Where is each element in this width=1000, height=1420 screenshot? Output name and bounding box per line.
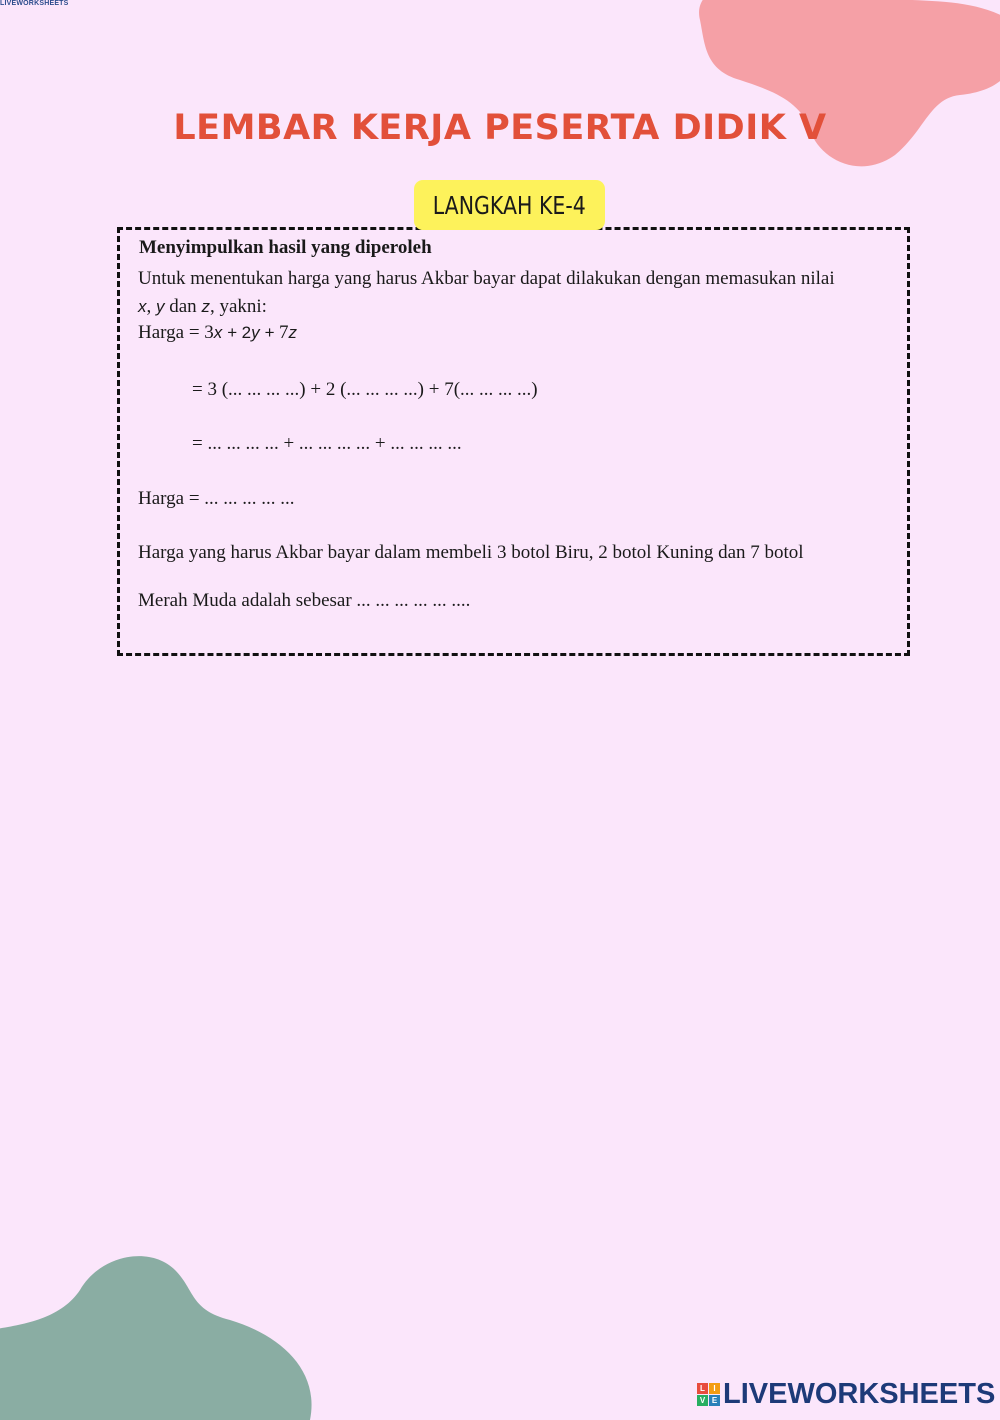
section-heading: Menyimpulkan hasil yang diperoleh — [139, 237, 432, 258]
liveworksheets-logo — [697, 1378, 995, 1411]
corner-watermark: LIVEWORKSHEETS — [0, 0, 69, 7]
multiplication-step: = ... ... ... ... + ... ... ... ... + ... ... ... ... — [192, 433, 462, 454]
conclusion-line-1: Harga yang harus Akbar bayar dalam membeli 3 botol Biru, 2 botol Kuning dan 7 botol — [138, 542, 804, 563]
logo-icon — [697, 1383, 720, 1406]
separator: , — [146, 296, 156, 317]
step-badge — [414, 180, 605, 230]
conjunction: dan — [164, 296, 202, 317]
line-end: , yakni: — [209, 296, 267, 317]
formula-prefix: Harga = 3 — [138, 322, 214, 343]
price-formula — [138, 321, 297, 345]
logo-letter-l: L — [697, 1383, 708, 1394]
instruction-line-1: Untuk menentukan harga yang harus Akbar bayar dapat dilakukan dengan memasukan nilai — [138, 268, 835, 289]
formula-y: y + — [251, 323, 280, 342]
var-y: y — [156, 297, 165, 316]
var-x: x — [138, 297, 147, 316]
instruction-line-2 — [138, 295, 267, 319]
formula-x: x + — [213, 323, 242, 342]
formula-coef-7: 7 — [279, 322, 289, 343]
logo-text: LIVEWORKSHEETS — [723, 1378, 996, 1410]
formula-coef-2: 2 — [241, 323, 252, 342]
logo-letter-i: I — [709, 1383, 720, 1394]
substitution-step: = 3 (... ... ... ...) + 2 (... ... ... ...) + 7(... ... ... ...) — [192, 379, 538, 400]
formula-z: z — [288, 323, 298, 342]
var-z: z — [201, 297, 210, 316]
conclusion-line-2: Merah Muda adalah sebesar ... ... ... ... ... .... — [138, 590, 471, 611]
page-title: LEMBAR KERJA PESERTA DIDIK V — [173, 108, 827, 148]
green-blob-decoration — [0, 1250, 320, 1420]
logo-letter-e: E — [709, 1395, 720, 1406]
step-badge-label: LANGKAH KE-4 — [432, 190, 587, 220]
price-result: Harga = ... ... ... ... ... — [138, 488, 295, 509]
logo-letter-v: V — [697, 1395, 708, 1406]
